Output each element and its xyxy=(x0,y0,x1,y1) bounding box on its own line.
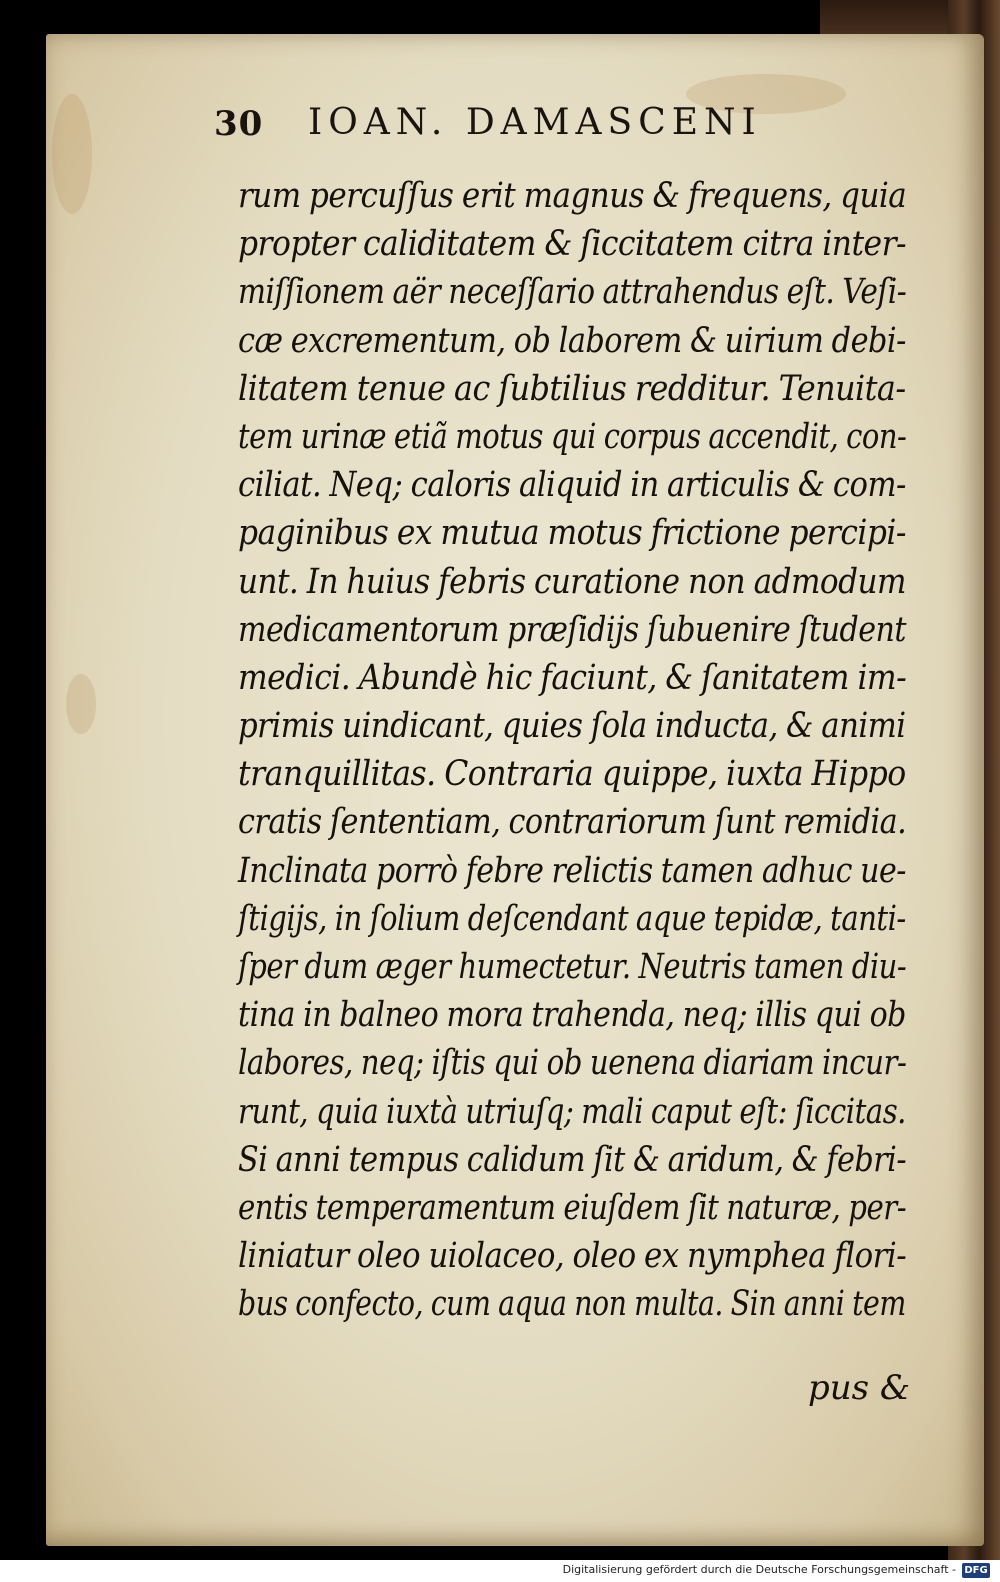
text-line: Si anni tempus calidum ſit & aridum, & febri- xyxy=(238,1139,907,1180)
text-line: medici. Abundè hic faciunt, & ſanitatem im- xyxy=(238,657,907,698)
catchword: pus & xyxy=(808,1368,911,1408)
text-line: litatem tenue ac ſubtilius redditur. Tenuita- xyxy=(238,368,906,409)
text-line: tem urinæ etiã motus qui corpus accendit, con- xyxy=(238,416,907,457)
text-line: ſper dum æger humectetur. Neutris tamen diu- xyxy=(238,947,907,987)
text-line: paginibus ex mutua motus frictione percipi- xyxy=(238,513,906,554)
text-line: entis temperamentum eiuſdem ſit naturæ, per- xyxy=(238,1187,907,1228)
text-line: ciliat. Neq; caloris aliquid in articulis & com- xyxy=(238,465,906,506)
text-line: propter caliditatem & ſiccitatem citra inter- xyxy=(238,224,907,265)
text-line: miſſionem aër neceſſario attrahendus eſt. Veſi- xyxy=(238,272,907,313)
text-line: labores, neq; iſtis qui ob uenena diariam incur- xyxy=(238,1043,907,1084)
page-number: 30 xyxy=(214,104,264,144)
text-line: medicamentorum præſidijs ſubuenire ſtudent xyxy=(238,609,906,650)
text-line: unt. In huius febris curatione non admodum xyxy=(238,561,906,602)
text-line: tina in balneo mora trahenda, neq; illis qui ob xyxy=(238,995,906,1036)
body-text xyxy=(238,172,918,1329)
digitization-footer xyxy=(0,1560,1000,1582)
text-line: cratis ſententiam, contrariorum ſunt remidia. xyxy=(238,802,907,843)
text-line: bus confecto, cum aqua non multa. Sin anni tem xyxy=(238,1284,906,1325)
running-title: IOAN. DAMASCENI xyxy=(308,102,762,143)
text-line: primis uindicant, quies ſola inducta, & animi xyxy=(238,706,906,747)
paper-stain xyxy=(52,94,92,214)
text-line: runt, quia iuxtà utriuſq; mali caput eſt: ſiccitas. xyxy=(238,1091,906,1132)
text-line: cæ excrementum, ob laborem & uirium debi- xyxy=(238,320,906,361)
funding-credit: Digitalisierung gefördert durch die Deutsche Forschungsgemeinschaft - xyxy=(562,1563,956,1576)
text-line: rum percuſſus erit magnus & frequens, quia xyxy=(238,176,907,216)
dfg-logo: DFG xyxy=(962,1563,990,1578)
running-head xyxy=(214,96,834,156)
text-line: liniatur oleo uiolaceo, oleo ex nymphea flori- xyxy=(238,1236,907,1277)
text-line: Inclinata porrò febre relictis tamen adhuc ue- xyxy=(238,850,906,891)
text-line: ſtigijs, in ſolium deſcendant aque tepidæ, tanti- xyxy=(238,898,906,939)
text-line: tranquillitas. Contraria quippe, iuxta Hippo xyxy=(238,754,906,795)
paper-stain xyxy=(66,674,96,734)
